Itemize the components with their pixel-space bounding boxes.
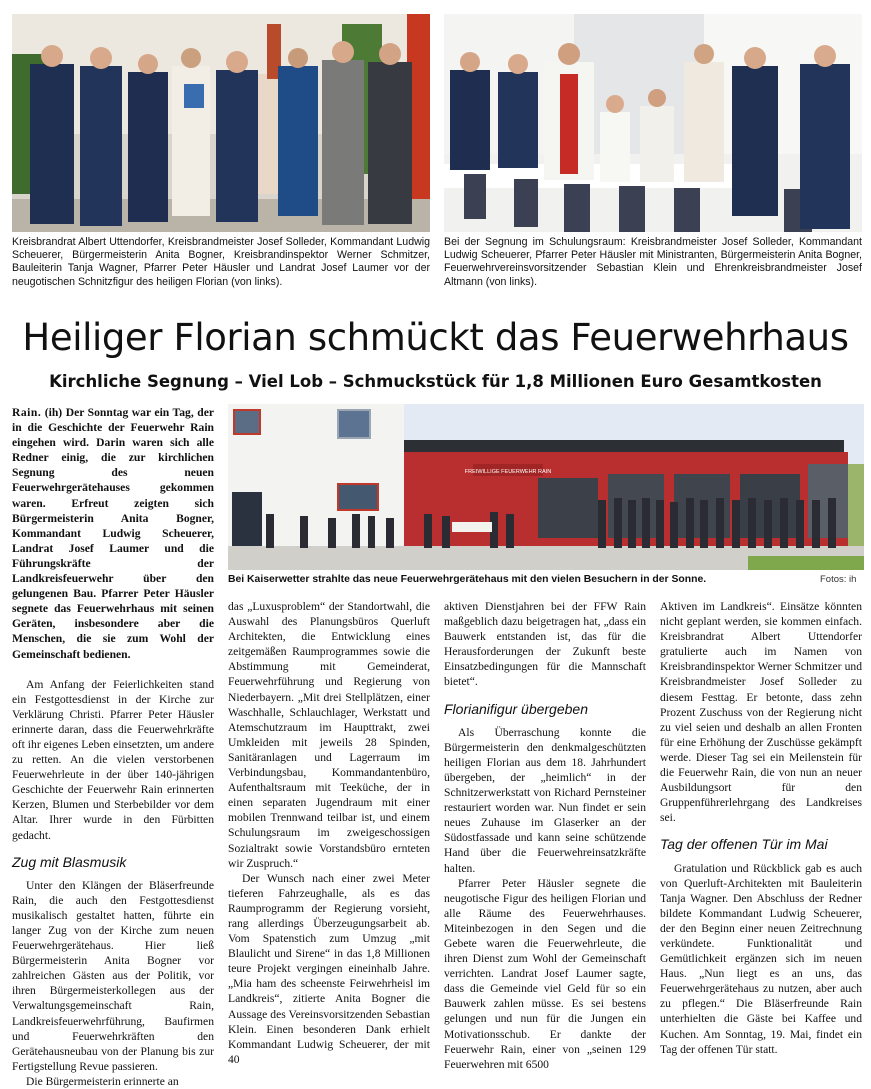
article-column-3 [444,599,646,1072]
article-paragraph: Gratulation und Rückblick gab es auch von Querluft-Architekten mit Bauleiterin Tanja Wagner. Den Abschluss der Redner bildete Kommandant Ludwig Scheuerer, der den Beginn einer neuen Zeitrechnung verkündete. Funktionalität und Gemütlichkeit ergänzen sich im neuen Haus. „Nun liegt es an uns, das Feuerwehrgerätehaus zu nutzen, aber auch zu pflegen.“ Die Bläserfreunde Rain unterhielten die Gäste bei Kaffee und Kuchen. Am Sonntag, 19. Mai, findet ein Tag der offenen Tür statt. [660,861,862,1056]
article-paragraph: aktiven Dienstjahren bei der FFW Rain maßgeblich dazu beigetragen hat, „dass ein Bauwerk entstanden ist, das für die Herausforderungen der Zukunft beste Einsatzbedingungen für die Mannschaft bietet“. [444,600,646,689]
article-paragraph: Am Anfang der Feierlichkeiten stand ein Festgottesdienst in der Kirche zur Verklärung Christi. Pfarrer Peter Häusler erinnerte daran, dass die Feuerwehrkräfte oft ihr eigenes Leben einsetzten, um andere zu retten. An die vielen verstorbenen Feuerwehrleute in der über 140-jährigen Geschichte der Feuerwehr Rain erinnerten Kerzen, Blumen und Sterbebilder vor dem Altar. Ihrer wurde in den Fürbitten gedacht. [12,677,214,842]
article-subheadline: Kirchliche Segnung – Viel Lob – Schmuckstück für 1,8 Millionen Euro Gesamtkosten [49,372,822,391]
article-paragraph: Unter den Klängen der Bläserfreunde Rain, die auch den Festgottesdienst musikalisch gestaltet hatten, führte ein langer Zug von der Kirche zum neuen Feuerwehrgerätehaus. Hier ließ Bürgermeisterin Anita Bogner vor zahlreichen Gästen aus der Politik, vor ihren Bürgermeisterkollegen aus der Verwaltungsgemeinschaft Rain, Landkreisfeuerwehrführung, Baufirmen und Feuerwehrkräften den Gerätehausneubau von der Planung bis zur Fertigstellung Revue passieren. [12,878,214,1073]
article-column-1 [12,405,214,1089]
article-lead [12,405,214,662]
article-paragraph: Pfarrer Peter Häusler segnete die neugotische Figur des heiligen Florian und alle Räume des Feuerwehrhauses. Miteinbezogen in den Segen und die Gebete waren die Feuerwehrleute, die ihren Dienst zum Wohl der Gemeinschaft verrichten. Landrat Josef Laumer sagte, dass die Gemeinde viel Geld für so ein Bauwerk zahlen müsse. Es sei bestens gelungen und nun für die Jungen ein Motivationsschub. Er dankte der Feuerwehr Rain, einer von „seinen 129 Feuerwehren mit 6500 [444,876,646,1071]
article-column-2 [228,599,430,1067]
photo-group-portrait [12,14,430,232]
photo-blessing-ceremony [444,14,862,232]
article-headline: Heiliger Florian schmückt das Feuerwehrhaus [22,316,849,359]
article-dateline: Rain. [12,406,42,419]
article-column-4 [660,599,862,1057]
article-paragraph: Als Überraschung konnte die Bürgermeisterin den denkmalgeschützten heiligen Florian aus dem 18. Jahrhundert übergeben, der „heimlich“ in der Schnitzerwerkstatt von Richard Pernsteiner restauriert worden war. Nun findet er sein neues Zuhause im Glaserker an der Südostfassade und kann seine schützende Hand über die Feuerwehreinsatzkräfte halten. [444,725,646,875]
article-paragraph: Aktiven im Landkreis“. Einsätze könnten nicht geplant werden, sie kommen einfach. Kreisbrandrat Albert Uttendorfer gratulierte auch im Namen von Kreisbrandinspektor Werner Schmitzer und Kreisbrandmeister Josef Solleder zu diesem Festtag. Er betonte, dass zehn Prozent Zuschuss von der Regierung nicht zu viel seien und deshalb an allen Fronten für eine Erhöhung der Zuschüsse gekämpft werde. Dieser Tag sei ein Meilenstein für die Feuerwehr Rain, die von nun an neuer Ausbildungsort für den Gruppenführerlehrgang des Landkreises sei. [660,600,862,825]
subheading-tag-der-offenen-tuer: Tag der offenen Tür im Mai [660,836,828,853]
article-paragraph: Die Bürgermeisterin erinnerte an [26,1074,179,1088]
photo-group-portrait-caption: Kreisbrandrat Albert Uttendorfer, Kreisbrandmeister Josef Solleder, Kommandant Ludwig Scheuerer, Bürgermeisterin Anita Bogner, Kreisbrandinspektor Werner Schmitzer, Bauleiterin Tanja Wagner, Pfarrer Peter Häusler und Landrat Josef Laumer vor der neugotischen Schnitzfigur des heiligen Florian (von links). [12,236,430,288]
article-paragraph: Der Wunsch nach einer zwei Meter tieferen Fahrzeughalle, als es das Raumprogramm der Regierung vorsieht, rang allerdings Überzeugungsarbeit ab. Vom Spatenstich zum Umzug „mit Blaulicht und Sirene“ in das 1,8 Millionen teure Projekt vergingen eineinhalb Jahre. „Mia ham des scheenste Feirwehrheisl im Landkreis“, zitierte Anita Bogner die Aussage des Vereinsvorsitzenden Sebastian Klein. Einen besonderen Dank erhielt Kommandant Ludwig Scheuerer, der mit 40 [228,871,430,1066]
photo-blessing-ceremony-caption: Bei der Segnung im Schulungsraum: Kreisbrandmeister Josef Solleder, Kommandant Ludwig Scheuerer, Pfarrer Peter Häusler mit Ministranten, Bürgermeisterin Anita Bogner, Feuerwehrvereinsvorsitzender Sebastian Klein und Ehrenkreisbrandmeister Josef Altmann (von links). [444,236,862,288]
article-paragraph: das „Luxusproblem“ der Standortwahl, die Auswahl des Planungsbüros Querluft Architekten, die Entwicklung eines zeitgemäßen Raumprogrammes sowie die Abstimmung mit Gemeinderat, Feuerwehrführung und Regierung von Niederbayern. „Mit drei Stellplätzen, einer Waschhalle, Schlauchlager, Werkstatt und Atemschutzraum im Haupttrakt, zwei Umkleiden mit jeweils 28 Spinden, Sanitäranlagen und Lagerraum im Verbindungsbau, Kommandantenbüro, Aufenthaltsraum mit Teeküche, der in einen separaten Jugendraum mit einer mobilen Trennwand teilbar ist, und einem Schulungsraum im zweigeschossigen Sozialtrakt sowie Vorstandsbüro ernteten wir Zuspruch.“ [228,600,430,870]
station-sign: FREIWILLIGE FEUERWEHR RAIN [464,469,552,475]
photo-credit: Fotos: ih [820,574,857,585]
subheading-florianifigur: Florianifigur übergeben [444,700,588,717]
photo-fire-station-caption: Bei Kaiserwetter strahlte das neue Feuerwehrgerätehaus mit den vielen Besuchern in der Sonne. [228,574,707,585]
photo-fire-station [228,404,864,570]
article-lead-text: (ih) Der Sonntag war ein Tag, der in die Geschichte der Feuerwehr Rain eingehen wird. Darin waren sich alle Redner einig, die zur kirchlichen Segnung des neuen Feuerwehrgerätehauses gekommen waren. Erfreut zeigten sich Bürgermeisterin Anita Bogner, Kommandant Ludwig Scheuerer, Landrat Josef Laumer und die Führungskräfte der Landkreisfeuerwehr über den gelungenen Bau. Pfarrer Peter Häusler segnete das Feuerwehrhaus mit seinen Geräten, insbesondere aber die Menschen, die sie zum Wohl der Gemeinschaft bedienen. [12,406,214,661]
subheading-blasmusik: Zug mit Blasmusik [12,853,127,870]
